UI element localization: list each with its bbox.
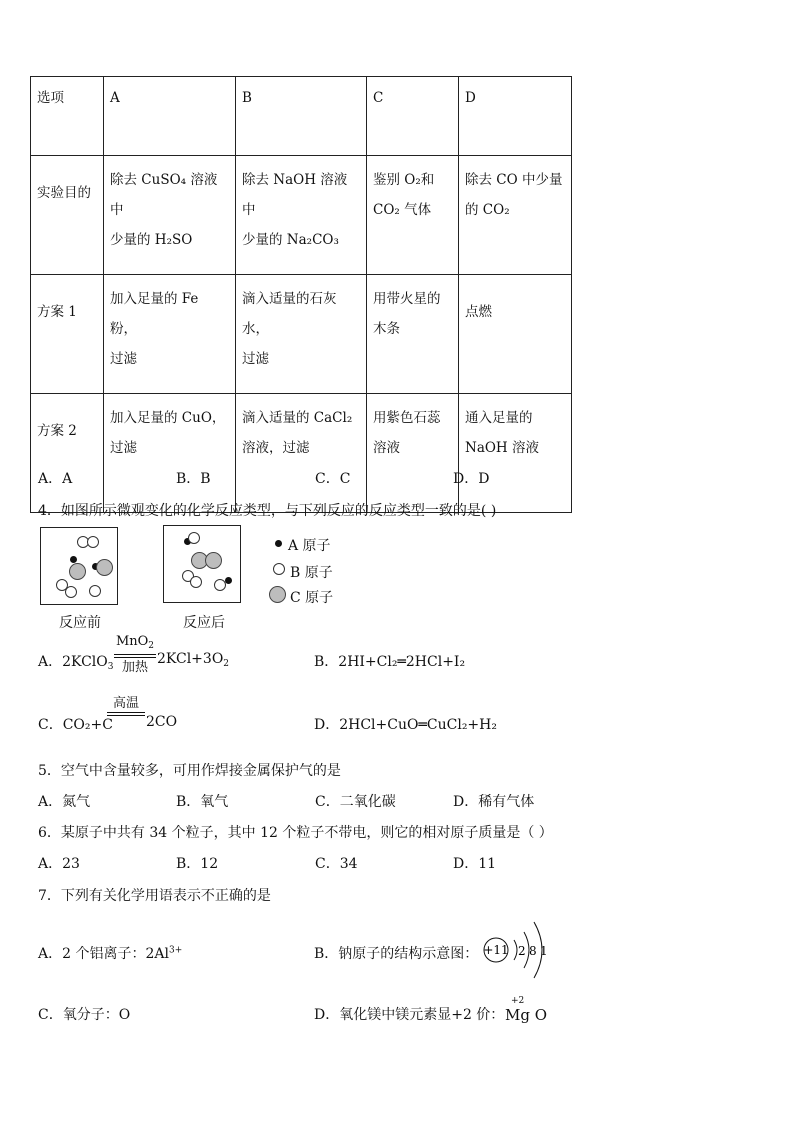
legend-a-atom-icon — [275, 540, 282, 547]
q4-option-a-products — [157, 651, 229, 669]
legend-c-atom-icon — [269, 586, 286, 603]
table-cell: D — [459, 77, 572, 156]
q6-option-b[interactable]: B．12 — [176, 856, 219, 872]
table-cell: 加入足量的 Fe 粉， 过滤 — [104, 275, 236, 394]
mg-valence: +2 — [511, 996, 525, 1006]
c-atom — [69, 563, 86, 580]
products: 2KCl+3O — [157, 651, 224, 667]
legend-b-label: B 原子 — [290, 565, 333, 581]
b-atom — [188, 532, 200, 544]
table-cell: 除去 CuSO₄ 溶液中 少量的 H₂SO — [104, 156, 236, 275]
q5-option-a[interactable]: A．氮气 — [38, 794, 91, 810]
shell-electrons: 8 — [529, 944, 537, 958]
table-cell: B — [236, 77, 367, 156]
q3-option-c[interactable]: C．C — [315, 471, 351, 487]
q5-option-c[interactable]: C．二氧化碳 — [315, 794, 396, 810]
after-reaction-box — [163, 525, 241, 603]
electron-shell-arc — [514, 940, 517, 960]
catalyst-label: MnO — [115, 634, 149, 649]
q4-option-c-product: 2CO — [146, 714, 178, 730]
table-cell: 滴入适量的 CaCl₂ 溶液，过滤 — [236, 394, 367, 513]
c-atom — [96, 559, 113, 576]
table-cell: 滴入适量的石灰水， 过滤 — [236, 275, 367, 394]
table-row — [31, 77, 572, 156]
q6-option-c[interactable]: C．34 — [315, 856, 358, 872]
q5-option-b[interactable]: B．氧气 — [176, 794, 229, 810]
table-cell: A — [104, 77, 236, 156]
shell-electrons: 1 — [540, 944, 548, 958]
table-cell: 选项 — [31, 77, 104, 156]
c-atom — [205, 552, 222, 569]
table-cell: 除去 NaOH 溶液中 少量的 Na₂CO₃ — [236, 156, 367, 275]
table-cell: 点燃 — [459, 275, 572, 394]
table-cell: 用带火星的 木条 — [367, 275, 459, 394]
q7-stem: 7．下列有关化学用语表示不正确的是 — [38, 888, 271, 904]
before-reaction-box — [40, 527, 118, 605]
q7-option-a-text: A．2 个铝离子：2Al — [38, 946, 169, 962]
a-atom — [70, 556, 77, 563]
q4-option-b[interactable]: B．2HI+Cl₂═2HCl+I₂ — [314, 654, 466, 670]
nucleus-charge: +11 — [483, 943, 509, 957]
legend-b-atom-icon — [273, 563, 285, 575]
q7-option-b[interactable]: B．钠原子的结构示意图： — [314, 946, 479, 962]
q3-option-a[interactable]: A．A — [38, 471, 73, 487]
shell-electrons: 2 — [518, 944, 526, 958]
equals-arrow — [107, 712, 145, 716]
table-cell: 实验目的 — [31, 156, 104, 275]
subscript: 2 — [223, 659, 230, 669]
subscript: 2 — [148, 641, 155, 651]
b-atom — [87, 536, 99, 548]
table-cell: 通入足量的 NaOH 溶液 — [459, 394, 572, 513]
q3-table — [30, 76, 572, 513]
q4-option-a-reactant: A．2KClO — [38, 654, 108, 670]
before-label: 反应前 — [59, 615, 101, 631]
high-temp-label: 高温 — [112, 696, 139, 711]
q4-option-a-condition — [114, 634, 156, 678]
table-cell: 鉴别 O₂和 CO₂ 气体 — [367, 156, 459, 275]
q6-option-d[interactable]: D．11 — [453, 856, 497, 872]
table-row — [31, 275, 572, 394]
b-atom — [190, 576, 202, 588]
a-atom — [225, 577, 232, 584]
after-label: 反应后 — [183, 615, 225, 631]
q4-option-c[interactable]: C．CO₂+C — [38, 717, 113, 733]
q5-option-d[interactable]: D．稀有气体 — [453, 794, 535, 810]
q6-option-a[interactable]: A．23 — [38, 856, 80, 872]
q4-option-d[interactable]: D．2HCl+CuO═CuCl₂+H₂ — [314, 717, 497, 733]
legend-c-label: C 原子 — [290, 590, 334, 606]
table-row — [31, 156, 572, 275]
subscript: 3 — [107, 662, 114, 672]
table-cell: 加入足量的 CuO， 过滤 — [104, 394, 236, 513]
q4-option-a[interactable] — [38, 651, 114, 672]
b-atom — [89, 585, 101, 597]
legend-a-label: A 原子 — [288, 538, 331, 554]
q7-option-a[interactable] — [38, 943, 182, 963]
table-cell: 方案 1 — [31, 275, 104, 394]
table-cell: C — [367, 77, 459, 156]
q3-option-b[interactable]: B．B — [176, 471, 211, 487]
q4-stem: 4．如图所示微观变化的化学反应类型，与下列反应的反应类型一致的是( ) — [38, 503, 497, 519]
table-cell: 除去 CO 中少量 的 CO₂ — [459, 156, 572, 275]
q5-stem: 5．空气中含量较多，可用作焊接金属保护气的是 — [38, 763, 341, 779]
mg-formula: Mg O — [505, 1006, 548, 1024]
q6-stem: 6．某原子中共有 34 个粒子，其中 12 个粒子不带电，则它的相对原子质量是（ ） — [38, 825, 553, 841]
table-row — [31, 394, 572, 513]
heating-label: 加热 — [121, 660, 148, 675]
sodium-atom-diagram — [480, 912, 552, 988]
table-cell: 用紫色石蕊 溶液 — [367, 394, 459, 513]
table-cell: 方案 2 — [31, 394, 104, 513]
q4-option-c-condition — [107, 696, 145, 716]
q7-option-d[interactable]: D．氧化镁中镁元素显+2 价： — [314, 1007, 505, 1023]
q3-option-d[interactable]: D．D — [453, 471, 490, 487]
superscript: 3+ — [168, 945, 183, 956]
b-atom — [65, 586, 77, 598]
q7-option-c[interactable]: C．氧分子：O — [38, 1007, 131, 1023]
